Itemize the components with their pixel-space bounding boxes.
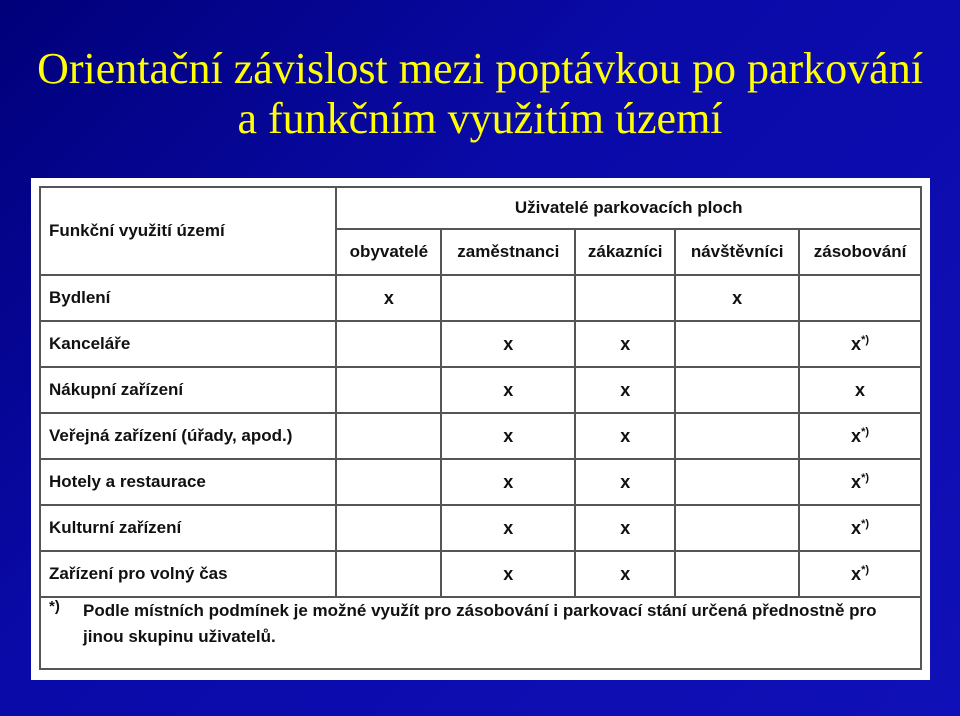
table-cell <box>336 321 441 367</box>
footnote-text: Podle místních podmínek je možné využít pro zásobování i parkovací stání určená přednostně pro jinou skupinu uživatelů. <box>83 601 877 646</box>
table-row <box>40 367 921 413</box>
row-label: Hotely a restaurace <box>40 459 336 505</box>
table-row <box>40 321 921 367</box>
footnote-marker: *) <box>49 598 60 615</box>
table-cell: x <box>575 505 675 551</box>
column-header: návštěvníci <box>675 229 799 275</box>
table-cell: x <box>799 367 921 413</box>
row-label: Kanceláře <box>40 321 336 367</box>
table-cell <box>675 321 799 367</box>
table-row <box>40 275 921 321</box>
table-cell: x <box>441 413 575 459</box>
table-cell <box>799 413 921 459</box>
table-cell <box>441 275 575 321</box>
table-cell <box>675 505 799 551</box>
footnote-row <box>40 597 921 669</box>
slide-title-line-2: a funkčním využitím území <box>237 94 723 143</box>
slide-title-line-1: Orientační závislost mezi poptávkou po parkování <box>37 44 923 93</box>
table-cell: x <box>441 505 575 551</box>
table-row <box>40 505 921 551</box>
table-row <box>40 413 921 459</box>
table-row <box>40 459 921 505</box>
table-cell <box>575 275 675 321</box>
row-label: Veřejná zařízení (úřady, apod.) <box>40 413 336 459</box>
table-cell: x <box>441 367 575 413</box>
row-header-label: Funkční využití území <box>40 187 336 275</box>
table-cell: x <box>575 321 675 367</box>
table-cell <box>675 551 799 597</box>
table-cell <box>799 505 921 551</box>
table-cell <box>799 275 921 321</box>
row-label: Kulturní zařízení <box>40 505 336 551</box>
footnote-cell <box>40 597 921 669</box>
column-header: zákazníci <box>575 229 675 275</box>
table-cell <box>336 367 441 413</box>
footnote-mark: *) <box>861 333 870 346</box>
table-cell <box>336 551 441 597</box>
column-header: obyvatelé <box>336 229 441 275</box>
table-cell <box>675 413 799 459</box>
table-cell: x <box>575 413 675 459</box>
table-cell <box>675 459 799 505</box>
table-cell <box>799 459 921 505</box>
column-header: zásobování <box>799 229 921 275</box>
table-cell: x <box>675 275 799 321</box>
row-label: Nákupní zařízení <box>40 367 336 413</box>
table-cell: x <box>575 551 675 597</box>
footnote-mark: *) <box>861 471 870 484</box>
table-cell <box>799 321 921 367</box>
parking-demand-table <box>39 186 922 670</box>
table-cell: x <box>575 367 675 413</box>
cell-value: x <box>851 425 862 446</box>
cell-value: x <box>851 517 862 538</box>
table-cell: x <box>441 551 575 597</box>
table-cell <box>336 413 441 459</box>
table-cell <box>675 367 799 413</box>
row-label: Zařízení pro volný čas <box>40 551 336 597</box>
table-cell <box>336 505 441 551</box>
row-label: Bydlení <box>40 275 336 321</box>
table-cell: x <box>441 321 575 367</box>
header-row-group <box>40 187 921 229</box>
cell-value: x <box>851 563 862 584</box>
table-cell: x <box>336 275 441 321</box>
cell-value: x <box>851 333 862 354</box>
table-cell: x <box>575 459 675 505</box>
table-row <box>40 551 921 597</box>
table-cell <box>799 551 921 597</box>
footnote-mark: *) <box>861 563 870 576</box>
table-cell <box>336 459 441 505</box>
group-header: Uživatelé parkovacích ploch <box>336 187 921 229</box>
column-header: zaměstnanci <box>441 229 575 275</box>
table-cell: x <box>441 459 575 505</box>
cell-value: x <box>851 471 862 492</box>
table-panel <box>31 178 930 680</box>
footnote-mark: *) <box>861 517 870 530</box>
slide-title <box>0 44 960 144</box>
footnote-mark: *) <box>861 425 870 438</box>
